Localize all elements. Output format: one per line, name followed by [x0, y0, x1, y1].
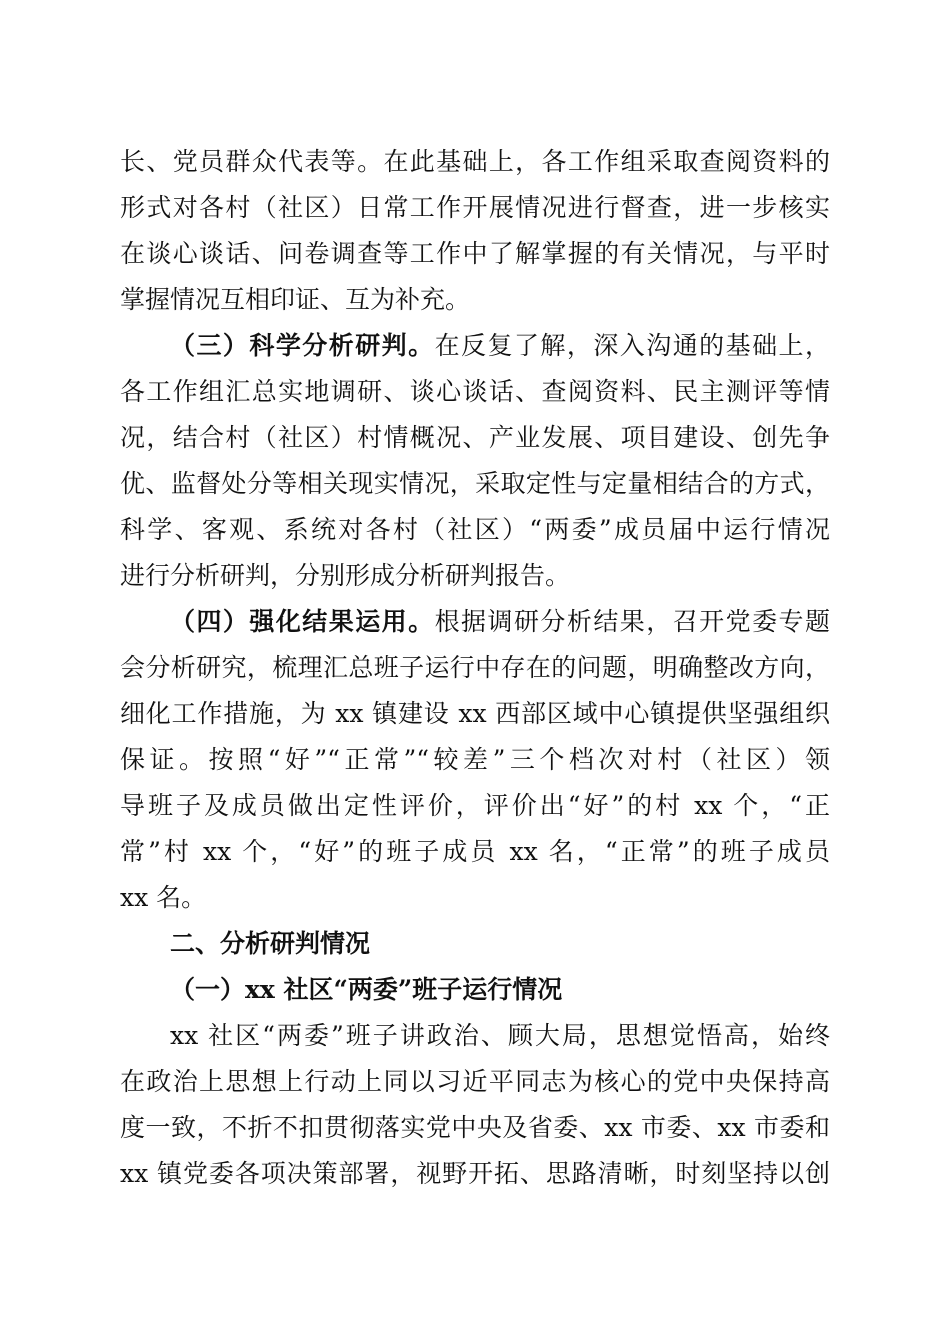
section-heading — [170, 928, 830, 960]
heading-text: 二、分析研判情况 — [170, 929, 371, 958]
body-line — [120, 284, 830, 316]
body-line — [120, 1066, 830, 1098]
subsection-heading — [170, 974, 830, 1006]
body-line — [120, 836, 830, 868]
subheading-text: （一）xx 社区“两委”班子运行情况 — [170, 975, 563, 1004]
line-text: 长、党员群众代表等。在此基础上，各工作组采取查阅资料的 — [120, 147, 830, 176]
body-line — [120, 1158, 830, 1190]
line-text: 细化工作措施，为 xx 镇建设 xx 西部区域中心镇提供坚强组织 — [120, 699, 830, 728]
line-text: 会分析研究，梳理汇总班子运行中存在的问题，明确整改方向， — [120, 653, 830, 682]
line-text: 在政治上思想上行动上同以习近平同志为核心的党中央保持高 — [120, 1067, 830, 1096]
section-paragraph-start — [170, 606, 830, 638]
body-line — [120, 376, 830, 408]
line-text: 常”村 xx 个，“好”的班子成员 xx 名，“正常”的班子成员 — [120, 837, 830, 866]
body-line — [120, 238, 830, 270]
section-paragraph-start — [170, 330, 830, 362]
line-text: 根据调研分析结果，召开党委专题 — [434, 607, 830, 636]
section-lead-bold: （四）强化结果运用。 — [170, 607, 435, 636]
line-text: 优、监督处分等相关现实情况，采取定性与定量相结合的方式， — [120, 469, 830, 498]
line-text: xx 镇党委各项决策部署，视野开拓、思路清晰，时刻坚持以创 — [120, 1159, 830, 1188]
body-line — [120, 560, 830, 592]
body-line — [120, 698, 830, 730]
line-text: 科学、客观、系统对各村（社区）“两委”成员届中运行情况 — [120, 515, 830, 544]
body-line — [120, 882, 830, 914]
body-line — [120, 652, 830, 684]
line-text: 进行分析研判，分别形成分析研判报告。 — [120, 561, 571, 590]
line-text: 保证。按照“好”“正常”“较差”三个档次对村（社区）领 — [120, 745, 830, 774]
paragraph-start — [170, 1020, 830, 1052]
line-text: 掌握情况互相印证、互为补充。 — [120, 285, 471, 314]
line-text: 各工作组汇总实地调研、谈心谈话、查阅资料、民主测评等情 — [120, 377, 830, 406]
body-line — [120, 790, 830, 822]
line-text: xx 社区“两委”班子讲政治、顾大局，思想觉悟高，始终 — [170, 1021, 830, 1050]
body-line — [120, 422, 830, 454]
body-line — [120, 1112, 830, 1144]
line-text: 度一致，不折不扣贯彻落实党中央及省委、xx 市委、xx 市委和 — [120, 1113, 830, 1142]
line-text: 在反复了解，深入沟通的基础上， — [434, 331, 830, 360]
body-line — [120, 744, 830, 776]
line-text: 况，结合村（社区）村情概况、产业发展、项目建设、创先争 — [120, 423, 830, 452]
body-line — [120, 192, 830, 224]
line-text: xx 名。 — [120, 883, 207, 912]
line-text: 导班子及成员做出定性评价，评价出“好”的村 xx 个，“正 — [120, 791, 830, 820]
body-line — [120, 468, 830, 500]
section-lead-bold: （三）科学分析研判。 — [170, 331, 435, 360]
body-line — [120, 514, 830, 546]
line-text: 在谈心谈话、问卷调查等工作中了解掌握的有关情况，与平时 — [120, 239, 830, 268]
body-line — [120, 146, 830, 178]
line-text: 形式对各村（社区）日常工作开展情况进行督查，进一步核实 — [120, 193, 830, 222]
